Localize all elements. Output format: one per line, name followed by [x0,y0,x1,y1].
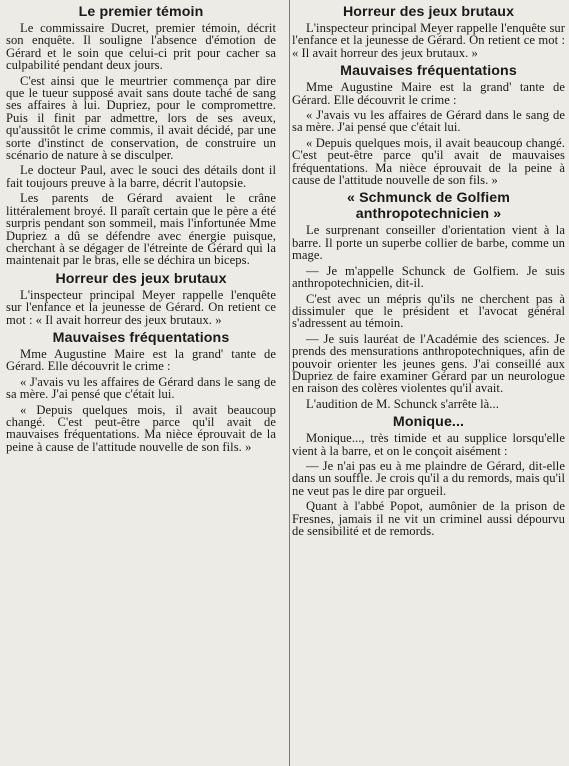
paragraph: « J'avais vu les affaires de Gérard dans le sang de sa mère. J'ai pensé que c'était lui. [6,374,276,402]
paragraph: — Je m'appelle Schunck de Golfiem. Je suis anthropotechnicien, dit-il. [292,263,565,291]
paragraph: « Depuis quelques mois, il avait beaucoup changé. C'est peut-être parce qu'il avait de mauvaises fréquentations. Ma nièce éprouvait de la peine à cause de l'attitude nouvelle de son fils. » [292,135,565,188]
paragraph: Le surprenant conseiller d'orientation vient à la barre. Il porte un superbe collier de barbe, comme un mage. [292,223,565,263]
heading-horreur-jeux-brutaux: Horreur des jeux brutaux [342,4,515,20]
paragraph: — Je suis lauréat de l'Académie des sciences. Je prends des mensurations anthropotechniques, afin de pouvoir orienter les jeunes gens. J'ai conseillé aux Dupriez de faire examiner Gérard par un neurologue en raison des colères violentes qu'il avait. [292,331,565,396]
paragraph: Mme Augustine Maire est la grand' tante de Gérard. Elle découvrit le crime : [292,80,565,107]
paragraph: L'inspecteur principal Meyer rappelle l'enquête sur l'enfance et la jeunesse de Gérard. On retient ce mot : « Il avait horreur des jeux brutaux. » [292,21,565,60]
column-divider [289,0,290,766]
heading-line: « Schmunck de Golfiem [347,190,510,207]
paragraph: « Depuis quelques mois, il avait beaucoup changé. C'est peut-être parce qu'il avait de mauvaises fréquentations. Ma nièce éprouvait de la peine à cause de l'attitude nouvelle de son fils. » [6,402,276,454]
paragraph: L'inspecteur principal Meyer rappelle l'enquête sur l'enfance et la jeunesse de Gérard. On retient ce mot : « Il avait horreur des jeux brutaux. » [6,287,276,327]
heading-schmunck-de-golfiem [292,190,565,222]
right-column [284,3,565,763]
paragraph: C'est avec un mépris qu'ils ne cherchent pas à dissimuler que le président et l'avocat général s'adressent au témoin. [292,291,565,331]
paragraph: C'est ainsi que le meurtrier commença par dire que le tueur supposé avait sans doute taché de sang ses affaires à lui. Dupriez, pour le compromettre. Puis il finit par admettre, lors de ses aveux, qu'aussitôt le crime commis, il avait décidé, par une sorte d'instinct de conservation, de construire un scénario de nature à se disculper. [6,73,276,163]
paragraph: Le docteur Paul, avec le souci des détails dont il fait toujours preuve à la barre, décrit l'autopsie. [6,163,276,190]
heading-premier-temoin: Le premier témoin [78,4,204,20]
paragraph: Monique..., très timide et au supplice lorsqu'elle vient à la barre, et on le conçoit aisément : [292,431,565,458]
paragraph: Les parents de Gérard avaient le crâne littéralement broyé. Il paraît certain que le père a été surpris pendant son sommeil, mais l'infortunée Mme Dupriez a dû se défendre avec énergie puisque, cherchant à se dégager de l'étreinte de Gérard qui la maintenait par le bras, elle se déchira un biceps. [6,191,276,268]
paragraph: — Je n'ai pas eu à me plaindre de Gérard, dit-elle dans un souffle. Je crois qu'il a du remords, mais qu'il ne veut pas le dire par orgueil. [292,458,565,498]
heading-mauvaises-frequentations: Mauvaises fréquentations [52,329,230,346]
paragraph: Le commissaire Ducret, premier témoin, décrit son enquête. Il souligne l'absence d'émotion de Gérard et le soin que celui-ci prit pour cacher sa culpabilité pendant deux jours. [6,21,276,73]
heading-line: anthropotechnicien » [355,206,502,223]
left-column [6,3,284,763]
heading-mauvaises-frequentations: Mauvaises fréquentations [340,63,517,80]
paragraph: « J'avais vu les affaires de Gérard dans le sang de sa mère. J'ai pensé que c'était lui. [292,108,565,135]
heading-monique: Monique... [392,414,465,431]
paragraph: Quant à l'abbé Popot, aumônier de la prison de Fresnes, jamais il ne vit un criminel aussi dépourvu de sensibilité et de remords. [292,499,565,538]
paragraph: Mme Augustine Maire est la grand' tante de Gérard. Elle découvrit le crime : [6,346,276,374]
paragraph: L'audition de M. Schunck s'arrête là... [306,396,499,411]
heading-horreur-jeux-brutaux: Horreur des jeux brutaux [55,270,227,287]
